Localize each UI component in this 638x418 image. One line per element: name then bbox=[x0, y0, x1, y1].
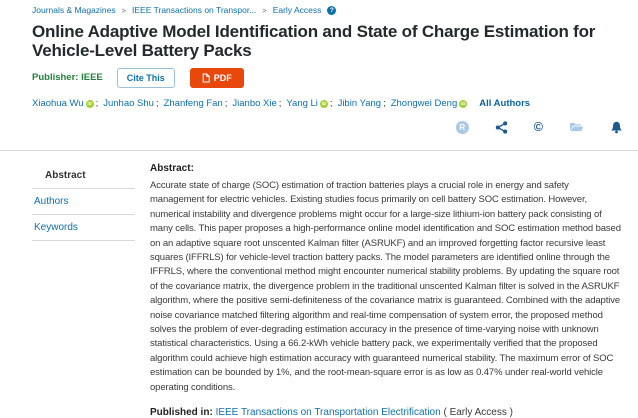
published-in-label: Published in: bbox=[150, 407, 213, 418]
author-link[interactable]: Zhongwei Deng bbox=[390, 98, 458, 109]
help-icon[interactable]: ? bbox=[327, 6, 336, 15]
alerts-icon[interactable] bbox=[610, 121, 623, 134]
orcid-icon[interactable]: iD bbox=[321, 101, 327, 106]
author-separator: ; bbox=[224, 98, 228, 109]
author-separator: ; bbox=[329, 98, 333, 109]
copyright-icon[interactable]: © bbox=[533, 119, 543, 134]
abstract-text: Accurate state of charge (SOC) estimation of traction batteries plays a crucial role in energy and safety management for electric vehicles. Existing studies focus primarily on cell battery SOC estimation. However, numerical instability and divergence problems might occur for a large-size lithium-ion battery pack consisting of many cells. This paper proposes a high-performance online model identification and SOC estimation method based on an adaptive square root unscented Kalman filter (ASRUKF) and an improved forgetting factor recursive least squares (IFFRLS) for vehicle-level traction battery packs. The model parameters are identified online through the IFFRLS, where the conventional method might encounter numerical stability problems. By updating the square root of the covariance matrix, the divergence problem in the traditional unscented Kalman filter is solved in the ASRUKF algorithm, where the positive semi-definiteness of the covariance matrix is guaranteed. Combined with the adaptive noise covariance matched filtering algorithm and real-time compensation of system error, the proposed method solves the problem of ever-degrading estimation accuracy in the presence of time-varying noise with unknown statistical characteristics. Using a 66.2-kWh vehicle battery pack, we experimentally verified that the proposed algorithm could achieve high estimation accuracy with guaranteed numerical stability. The maximum error of SOC estimation can be bounded by 1%, and the root-mean-square error is as low as 0.47% under real-world vehicle operating conditions. bbox=[150, 180, 621, 393]
author-link[interactable]: Yang Li bbox=[286, 98, 318, 109]
author-link[interactable]: Xiaohua Wu bbox=[32, 98, 84, 109]
cite-this-button[interactable]: Cite This bbox=[117, 68, 175, 88]
document-body bbox=[32, 151, 625, 418]
author-link[interactable]: Junhao Shu bbox=[103, 98, 154, 109]
breadcrumb bbox=[32, 5, 625, 15]
journal-link[interactable]: IEEE Transactions on Transportation Electrification bbox=[215, 407, 441, 418]
r-circle-icon[interactable]: R bbox=[456, 121, 469, 134]
breadcrumb-link[interactable]: IEEE Transactions on Transpor... bbox=[132, 5, 257, 15]
author-separator: ; bbox=[278, 98, 282, 109]
early-access-suffix: ( Early Access ) bbox=[443, 407, 513, 418]
author-link[interactable]: Jianbo Xie bbox=[232, 98, 277, 109]
document-sidebar bbox=[32, 163, 135, 418]
orcid-icon[interactable]: iD bbox=[461, 101, 466, 106]
breadcrumb-link[interactable]: Journals & Magazines bbox=[32, 5, 116, 15]
pdf-button-label: PDF bbox=[213, 72, 232, 83]
breadcrumb-link[interactable]: Early Access bbox=[272, 5, 322, 15]
breadcrumb-separator: > bbox=[262, 5, 267, 15]
publisher-row bbox=[32, 67, 625, 88]
abstract-heading: Abstract: bbox=[150, 163, 194, 174]
save-to-project-icon[interactable] bbox=[569, 121, 584, 133]
breadcrumb-separator: > bbox=[121, 5, 127, 15]
sidebar-item-keywords[interactable]: Keywords bbox=[32, 215, 135, 241]
publisher-label: Publisher: IEEE bbox=[32, 72, 103, 83]
author-link[interactable]: Zhanfeng Fan bbox=[163, 98, 223, 109]
published-in-row bbox=[150, 407, 625, 418]
share-icon[interactable] bbox=[495, 121, 508, 134]
document-action-icons bbox=[32, 119, 625, 135]
author-separator: ; bbox=[155, 98, 159, 109]
orcid-icon[interactable]: iD bbox=[87, 101, 92, 106]
sidebar-item-authors[interactable]: Authors bbox=[32, 189, 135, 215]
author-link[interactable]: Jibin Yang bbox=[337, 98, 382, 109]
all-authors-link[interactable]: All Authors bbox=[479, 98, 531, 109]
authors-row bbox=[32, 98, 625, 109]
pdf-document-icon bbox=[202, 73, 210, 83]
author-separator: ; bbox=[95, 98, 99, 109]
author-separator: ; bbox=[383, 98, 386, 109]
pdf-button[interactable] bbox=[190, 68, 244, 88]
sidebar-item-abstract[interactable]: Abstract bbox=[32, 163, 135, 189]
page-title: Online Adaptive Model Identification and State of Charge Estimation for Vehicle-Level Battery Packs bbox=[32, 22, 596, 60]
abstract-section bbox=[150, 163, 625, 418]
